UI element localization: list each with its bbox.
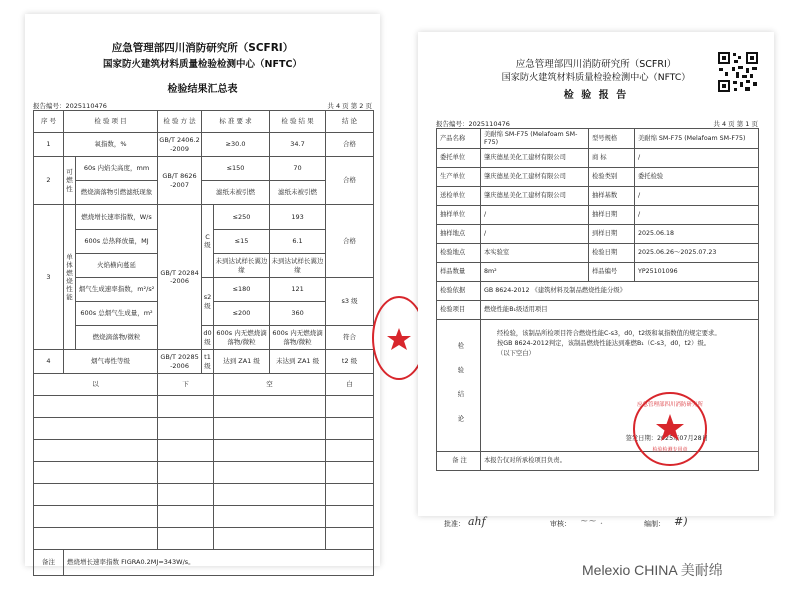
cell: 达到 ZA1 级 [214, 350, 270, 374]
cell: 烟气生成速率指数，m²/s² [76, 278, 158, 302]
cell: 4 [34, 350, 64, 374]
cell: 肇庆德星美化工建材有限公司 [481, 187, 589, 206]
cell: 未到达试样长翼边缘 [214, 254, 270, 278]
table-row [437, 301, 759, 320]
cell: 商 标 [589, 149, 635, 168]
cell: 可燃性 [64, 157, 76, 205]
cell: 3 [34, 205, 64, 350]
table-row [34, 440, 374, 462]
cell: 委托检验 [635, 168, 759, 187]
cell: 送检单位 [437, 187, 481, 206]
approve-signature: ahf [468, 515, 486, 528]
cell: 检验依据 [437, 282, 481, 301]
left-title-2: 国家防火建筑材料质量检验检测中心（NFTC） [103, 59, 302, 70]
report-page [418, 32, 774, 528]
cell: / [635, 206, 759, 225]
cell: YP25101096 [635, 263, 759, 282]
cell: 70 [270, 157, 326, 181]
right-title-2: 国家防火建筑材料质量检验检测中心（NFTC） [501, 72, 691, 83]
cell: 燃烧增长速率指数，W/s [76, 205, 158, 230]
cell: GB/T 2406.2 -2009 [158, 133, 202, 157]
cell: 1 [34, 133, 64, 157]
table-row [34, 484, 374, 506]
table-header-row [34, 111, 374, 133]
cell: 滤纸未被引燃 [202, 181, 270, 205]
cell: 烟气毒性等级 [64, 350, 158, 374]
cell: s2 级 [202, 278, 214, 326]
cell: 60s 内焰尖高度，mm [76, 157, 158, 181]
report-table [436, 128, 759, 471]
table-row [34, 350, 374, 374]
cell: 生产单位 [437, 168, 481, 187]
table-row [437, 282, 759, 301]
table-row [34, 157, 374, 181]
cell: 未达到 ZA1 级 [270, 350, 326, 374]
left-page-info: 共 4 页 第 2 页 [327, 102, 372, 110]
table-row [34, 326, 374, 350]
right-page-info: 共 4 页 第 1 页 [713, 120, 758, 128]
cell: 肇庆德星美化工建材有限公司 [481, 149, 589, 168]
cell: / [635, 187, 759, 206]
note-row [34, 550, 374, 576]
footer-brand: Melexio CHINA 美耐绵 [582, 562, 723, 578]
table-row [437, 263, 759, 282]
left-report-no: 报告编号：2025110476 [33, 102, 107, 110]
table-row [34, 528, 374, 550]
cell: 以 [34, 374, 158, 396]
cell: 未到达试样长翼边缘 [270, 254, 326, 278]
remark-text: 本报告仅对所承检项目负责。 [481, 452, 759, 471]
table-row [437, 452, 759, 471]
cell: 委托单位 [437, 149, 481, 168]
cell: t2 级 [326, 350, 374, 374]
cell: 型号规格 [589, 129, 635, 149]
cell: s3 级 [326, 278, 374, 326]
issue-date-label: 签发日期： [625, 435, 658, 443]
cell: GB 8624-2012 《建筑材料及制品燃烧性能分级》 [481, 282, 759, 301]
cell: 滤纸未被引燃 [270, 181, 326, 205]
right-title-1: 应急管理部四川消防研究所（SCFRI） [515, 59, 677, 70]
cell: 本实验室 [481, 244, 589, 263]
cell: 600s 总热释放量，MJ [76, 230, 158, 254]
cell: 抽样日期 [589, 206, 635, 225]
cell: GB/T 20285 -2006 [158, 350, 202, 374]
cell: 抽样地点 [437, 225, 481, 244]
cell: 8m² [481, 263, 589, 282]
conclusion-text-1: 经检验，该制品所检项目符合燃烧性能C-s3，d0，t2级和氧指数值的规定要求。 [497, 330, 721, 337]
cell: 产品名称 [437, 129, 481, 149]
header-cell: 检 验 结 果 [270, 111, 326, 133]
header-cell: 检 验 方 法 [158, 111, 202, 133]
table-row [34, 278, 374, 302]
approve-label: 批准： [444, 520, 465, 528]
remark-label: 备 注 [437, 452, 481, 471]
header-cell: 检 验 项 目 [64, 111, 158, 133]
cell: 抽样单位 [437, 206, 481, 225]
cell: / [481, 225, 589, 244]
seal-subtext: 检验检测专用章 [652, 447, 688, 453]
cell: 2025.06.18 [635, 225, 759, 244]
conclusion-row [437, 320, 759, 452]
cell: 600s 总烟气生成量，m² [76, 302, 158, 326]
right-report-no: 报告编号：2025110476 [436, 120, 510, 128]
table-row [34, 396, 374, 418]
note-label: 备注 [34, 550, 64, 576]
table-row [34, 418, 374, 440]
conclusion-text-2: 按GB 8624-2012判定，该制品燃烧性能达到难燃B₁（C-s3，d0，t2）级。 [497, 339, 711, 347]
cell: 34.7 [270, 133, 326, 157]
cell: ≤250 [214, 205, 270, 230]
cell: ≤180 [214, 278, 270, 302]
cell: 193 [270, 205, 326, 230]
cell: 空 [214, 374, 326, 396]
review-signature: ~~ . [580, 516, 604, 527]
table-row [437, 129, 759, 149]
summary-table [33, 110, 374, 576]
cell: 单体燃烧性能 [64, 205, 76, 350]
table-row [34, 181, 374, 205]
left-title-1: 应急管理部四川消防研究所（SCFRI） [111, 42, 294, 54]
table-row [34, 205, 374, 230]
review-label: 审核： [550, 520, 571, 528]
compile-label: 编制： [644, 520, 665, 528]
seal-star-icon [374, 298, 424, 378]
cell: ≤200 [214, 302, 270, 326]
cell: t1 级 [202, 350, 214, 374]
table-row [437, 206, 759, 225]
cell: / [481, 206, 589, 225]
header-cell: 结 论 [326, 111, 374, 133]
cell: 样品编号 [589, 263, 635, 282]
cell: 氧指数，% [64, 133, 158, 157]
cell: 符合 [326, 326, 374, 350]
cell: 燃烧滴落物/微粒 [76, 326, 158, 350]
cell: 白 [326, 374, 374, 396]
cell: 燃烧滴落物引燃滤纸现象 [76, 181, 158, 205]
cell: 美耐绵 SM-F75 (Melafoam SM-F75) [481, 129, 589, 149]
conclusion-cell [481, 320, 759, 452]
cell: GB/T 20284 -2006 [158, 205, 202, 350]
table-row [34, 506, 374, 528]
table-row [437, 244, 759, 263]
cell: 合格 [326, 133, 374, 157]
cell: 到样日期 [589, 225, 635, 244]
cell: d0 级 [202, 326, 214, 350]
cell: 合格 [326, 205, 374, 278]
cell: 合格 [326, 157, 374, 205]
conclusion-text-3: （以下空白） [497, 349, 535, 357]
header-cell: 序 号 [34, 111, 64, 133]
cell: 6.1 [270, 230, 326, 254]
table-row [34, 374, 374, 396]
table-row [34, 462, 374, 484]
cell: ≤15 [214, 230, 270, 254]
cell: 火焰横向蔓延 [76, 254, 158, 278]
cell: 样品数量 [437, 263, 481, 282]
cell: 抽样基数 [589, 187, 635, 206]
qr-code-icon [716, 50, 760, 94]
cell: 检验类别 [589, 168, 635, 187]
cell: 检验地点 [437, 244, 481, 263]
cell: ≥30.0 [202, 133, 270, 157]
official-seal [633, 392, 707, 466]
cell: 肇庆德星美化工建材有限公司 [481, 168, 589, 187]
cell: 121 [270, 278, 326, 302]
header-cell: 标 准 要 求 [202, 111, 270, 133]
table-row [437, 168, 759, 187]
table-row [437, 149, 759, 168]
seal-text: 应急管理部四川消防研究所 [636, 402, 703, 408]
table-row [437, 225, 759, 244]
cell: GB/T 8626 -2007 [158, 157, 202, 205]
summary-page [25, 14, 380, 566]
table-row [34, 133, 374, 157]
cell: 2025.06.26～2025.07.23 [635, 244, 759, 263]
cell: 下 [158, 374, 214, 396]
issue-date-value: 2025年07月28日 [657, 435, 708, 443]
cell: 燃烧性能B₁级适用项目 [481, 301, 759, 320]
compile-signature: #) [674, 515, 688, 528]
conclusion-label: 检 验 结 论 [437, 320, 481, 452]
cell: 360 [270, 302, 326, 326]
cell: 600s 内无燃烧滴落物/微粒 [214, 326, 270, 350]
cell: 600s 内无燃烧滴落物/微粒 [270, 326, 326, 350]
cell: C 级 [202, 205, 214, 278]
cell: ≤150 [202, 157, 270, 181]
cell: 2 [34, 157, 64, 205]
cell: / [635, 149, 759, 168]
cell: 检验日期 [589, 244, 635, 263]
table-row [437, 187, 759, 206]
cell: 检验项目 [437, 301, 481, 320]
cell: 美耐绵 SM-F75 (Melafoam SM-F75) [635, 129, 759, 149]
right-title-3: 检 验 报 告 [563, 90, 629, 101]
note-text: 燃烧增长速率指数 FIGRA0.2MJ=343W/s。 [64, 550, 374, 576]
left-title-3: 检验结果汇总表 [167, 84, 238, 95]
